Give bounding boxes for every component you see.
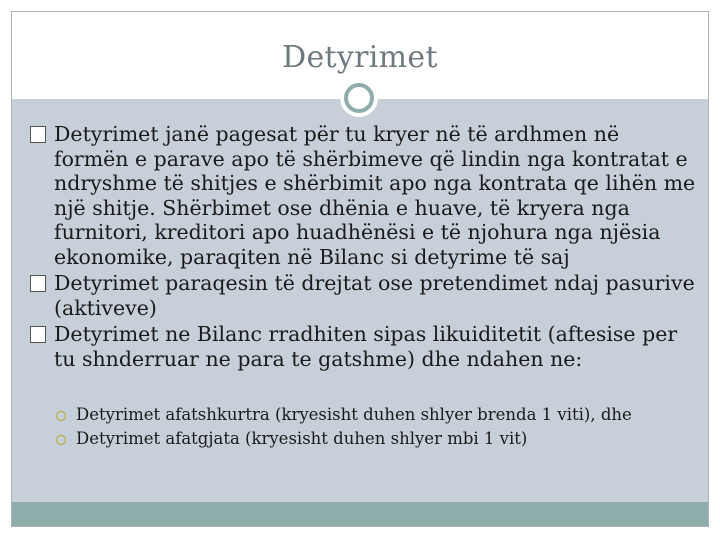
bullet-text: Detyrimet ne Bilanc rradhiten sipas likuiditetit (aftesise per tu shnderruar ne para te gatshme) dhe ndahen ne: bbox=[54, 322, 678, 371]
bullet-text: Detyrimet janë pagesat për tu kryer në të ardhmen në formën e parave apo të shërbimeve që lindin nga kontratat e ndryshme të shitjes e shërbimit apo nga kontrata qe lihën me një shitje. Shërbimet ose dhënia e huave, të kryera nga furnitori, kreditori apo huadhënësi e të njohura nga njësia ekonomike, paraqiten në Bilanc si detyrime të saj bbox=[54, 122, 696, 269]
bullet-item bbox=[30, 271, 700, 320]
square-bullet-icon bbox=[30, 126, 46, 143]
circle-bullet-icon bbox=[56, 435, 66, 445]
bullet-item bbox=[30, 322, 700, 371]
sub-bullet-text: Detyrimet afatgjata (kryesisht duhen shlyer mbi 1 vit) bbox=[76, 429, 528, 448]
sub-bullet-text: Detyrimet afatshkurtra (kryesisht duhen shlyer brenda 1 viti), dhe bbox=[76, 405, 632, 424]
bottom-band bbox=[12, 502, 708, 526]
square-bullet-icon bbox=[30, 326, 46, 343]
sub-bullet-list bbox=[56, 403, 696, 451]
circle-bullet-icon bbox=[56, 411, 66, 421]
sub-bullet-item bbox=[56, 427, 696, 451]
bullet-item bbox=[30, 122, 700, 269]
sub-bullet-item bbox=[56, 403, 696, 427]
square-bullet-icon bbox=[30, 275, 46, 292]
bullet-list bbox=[30, 122, 700, 373]
bullet-text: Detyrimet paraqesin të drejtat ose pretendimet ndaj pasurive (aktiveve) bbox=[54, 271, 695, 320]
ring-icon bbox=[340, 79, 378, 117]
slide-title: Detyrimet bbox=[282, 40, 438, 75]
